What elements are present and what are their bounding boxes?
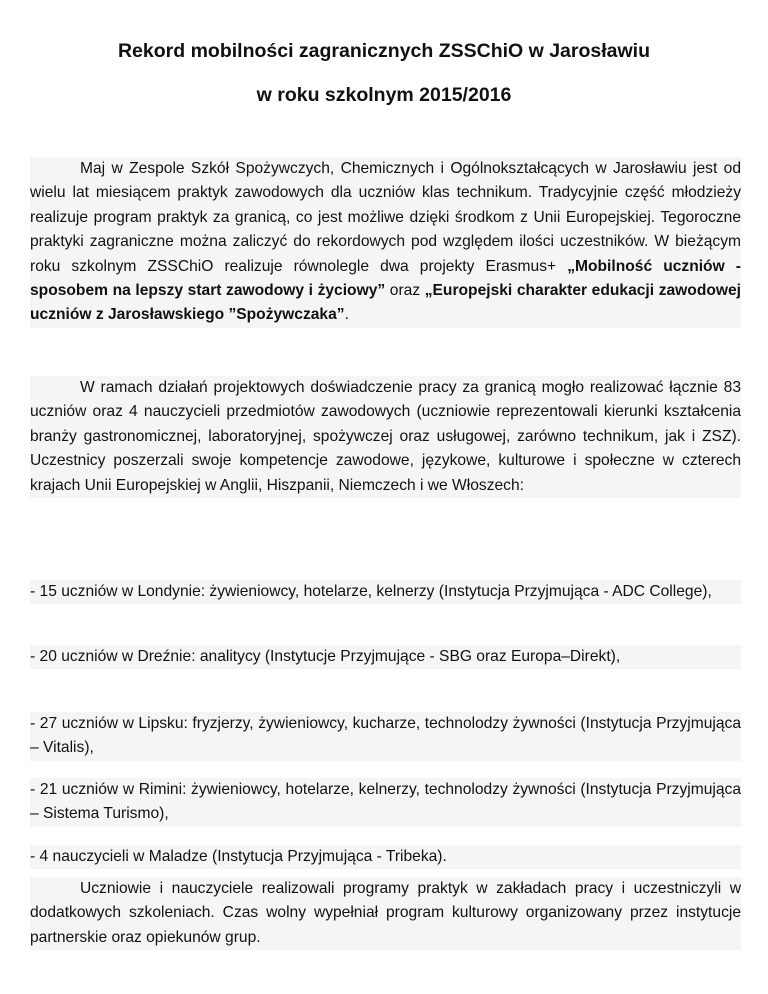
intro-paragraph xyxy=(30,157,741,328)
list-item: - 27 uczniów w Lipsku: fryzjerzy, żywieniowcy, kucharze, technolodzy żywności (Instytucja Przyjmująca – Vitalis), xyxy=(30,712,741,761)
intro-conjunction: oraz xyxy=(385,282,425,300)
document-subtitle: w roku szkolnym 2015/2016 xyxy=(256,84,512,106)
list-item: - 4 nauczycieli w Maladze (Instytucja Przyjmująca - Tribeka). xyxy=(30,845,741,869)
intro-end: . xyxy=(344,306,349,324)
project-1-title: „Mobilność uczniów - sposobem na lepszy start zawodowy i życiowy” xyxy=(30,257,741,300)
list-item: - 15 uczniów w Londynie: żywieniowcy, hotelarze, kelnerzy (Instytucja Przyjmująca - ADC College), xyxy=(30,580,741,604)
project-2-title: „Europejski charakter edukacji zawodowej uczniów z Jarosławskiego ”Spożywczaka” xyxy=(30,282,741,324)
participants-paragraph: W ramach działań projektowych doświadczenie pracy za granicą mogło realizować łącznie 83 uczniów oraz 4 nauczycieli przedmiotów zawodowych (uczniowie reprezentowali kierunki kształcenia branży gastronomicznej, laboratoryjnej, spożywczej oraz usługowej, zarówno technikum, jak i ZSZ). Uczestnicy poszerzali swoje kompetencje zawodowe, językowe, kulturowe i społeczne w czterech krajach Unii Europejskiej w Anglii, Hiszpanii, Niemczech i we Włoszech: xyxy=(30,376,741,498)
list-item: - 20 uczniów w Dreźnie: analitycy (Instytucje Przyjmujące - SBG oraz Europa–Direkt), xyxy=(30,645,741,669)
list-item: - 21 uczniów w Rimini: żywieniowcy, hotelarze, kelnerzy, technolodzy żywności (Instytucja Przyjmująca – Sistema Turismo), xyxy=(30,778,741,827)
intro-text: Maj w Zespole Szkół Spożywczych, Chemicznych i Ogólnokształcących w Jarosławiu jest od wielu lat miesiącem praktyk zawodowych dla uczniów klas technikum. Tradycyjnie część młodzieży realizuje program praktyk za granicą, co jest możliwe dzięki środkom z Unii Europejskiej. Tegoroczne praktyki zagraniczne można zaliczyć do rekordowych pod względem ilości uczestników. W bieżącym roku szkolnym ZSSChiO realizuje równolegle dwa projekty Erasmus+ xyxy=(30,160,741,275)
document-title: Rekord mobilności zagranicznych ZSSChiO w Jarosławiu xyxy=(117,40,651,62)
closing-paragraph: Uczniowie i nauczyciele realizowali programy praktyk w zakładach pracy i uczestniczyli w dodatkowych szkoleniach. Czas wolny wypełniał program kulturowy organizowany przez instytucje partnerskie oraz opiekunów grup. xyxy=(30,877,741,950)
